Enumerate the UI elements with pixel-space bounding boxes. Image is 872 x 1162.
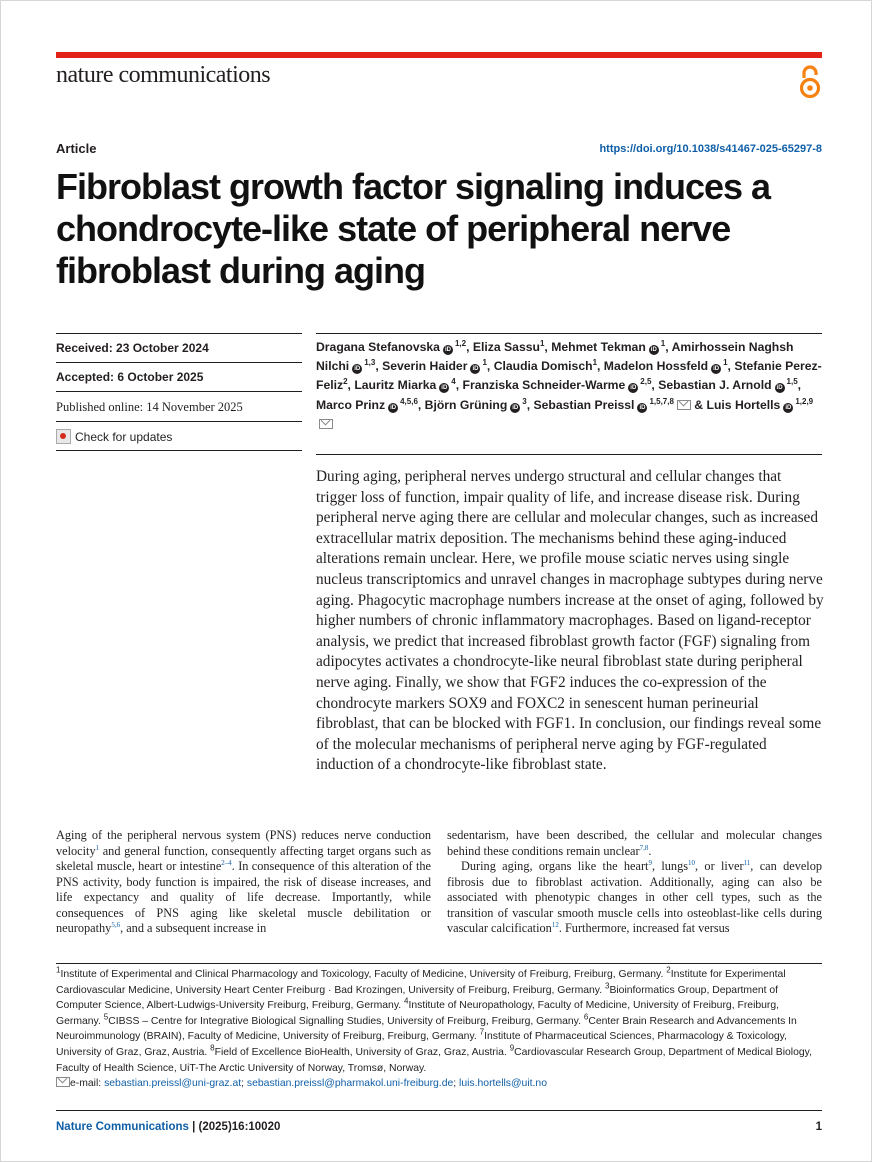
affiliation-text: Field of Excellence BioHealth, University of Graz, Graz, Austria. <box>214 1046 510 1058</box>
mail-icon <box>56 1077 70 1087</box>
affiliation-number: 8 <box>210 1043 215 1053</box>
citation-ref[interactable]: 10 <box>688 858 696 867</box>
author[interactable] <box>425 398 527 412</box>
footer-volume: | (2025)16:10020 <box>188 1121 281 1133</box>
footer-citation <box>56 1121 280 1133</box>
text-run: Aging of the peripheral nervous system (PNS) reduces nerve conduction velocity <box>56 828 431 858</box>
affiliation-number: 1 <box>56 965 61 975</box>
meta-divider <box>56 391 302 392</box>
orcid-icon[interactable]: iD <box>639 404 646 411</box>
citation-ref[interactable]: 9 <box>648 858 652 867</box>
orcid-icon[interactable]: iD <box>630 385 637 392</box>
author-name: Claudia Domisch <box>493 359 593 374</box>
orcid-icon[interactable]: iD <box>512 404 519 411</box>
orcid-icon[interactable]: iD <box>354 366 361 373</box>
text-run: During aging, organs like the heart <box>461 859 649 873</box>
text-run: sedentarism, have been described, the cellular and molecular changes behind these conditions remain unclear <box>447 828 822 858</box>
affiliations: $^1$Institute of Experimental and Clinical Pharmacology and Toxicology, Faculty of Medicine, University of Freiburg, Freiburg, Germany. $^2$Institute for Experimental Cardiovascular Medicine, University Heart Center Freiburg · Bad Krozingen, University of Freiburg, Freiburg, Germany. $^3$Bioinformatics Group, Department of Computer Science, Albert-Ludwigs-University Freiburg, Freiburg, Germany. $^4$Institute of Neuropathology, Faculty of Medicine, University of Freiburg, Freiburg, Germany. $^5$CIBSS – Centre for Integrative Biological Signalling Studies, University of Freiburg, Freiburg, Germany. $^6$Center Brain Research and Advancements In Neuroimmunology (BRAIN), Faculty of Medicine, University of Freiburg, Freiburg, Germany. $^7$Institute of Pharmaceutical Sciences, Pharmacology & Toxicology, University of Graz, Graz, Austria. $^8$Field of Excellence BioHealth, University of Graz, Graz, Austria. $^9$Cardiovascular Research Group, Department of Medical Biology, Faculty of Health Science, UiT-The Arctic University of Norway, Tromsø, Norway. e-mail: sebastian.preissl@uni-graz.at; sebastian.preissl@pharmakol.uni-freiburg.de; luis.hortells@uit.no <box>56 965 812 1090</box>
email-link[interactable]: luis.hortells@uit.no <box>459 1078 547 1090</box>
author-affiliation-ref: 4,5,6 <box>400 396 418 406</box>
author-affiliation-ref: 1,2,9 <box>795 396 814 406</box>
citation-ref[interactable]: 12 <box>551 920 559 929</box>
citation-ref[interactable]: 11 <box>743 858 751 867</box>
text-run: . Furthermore, increased fat versus <box>558 921 730 935</box>
author-name: Luis Hortells <box>706 397 781 412</box>
doi-link[interactable]: https://doi.org/10.1038/s41467-025-65297-8 <box>599 143 822 155</box>
citation-ref[interactable]: 2–4 <box>221 858 232 867</box>
affiliation-number: 2 <box>666 965 671 975</box>
author-affiliation-ref: 4 <box>451 377 456 387</box>
author-name: Björn Grüning <box>424 397 508 412</box>
author[interactable] <box>354 378 455 392</box>
email-link[interactable]: sebastian.preissl@pharmakol.uni-freiburg.de <box>246 1078 454 1090</box>
affiliation-number: 7 <box>479 1027 485 1037</box>
affiliation-text: Center Brain Research and Advancements In Neuroimmunology (BRAIN), Faculty of Medicine, University of Freiburg, Freiburg, Germany. <box>56 1015 797 1043</box>
author-affiliation-ref: 3 <box>522 396 527 406</box>
author[interactable] <box>658 378 797 392</box>
body-paragraph <box>447 828 822 858</box>
author-name: Stefanie Perez-Feliz <box>316 359 822 393</box>
author-name: Sebastian J. Arnold <box>658 378 772 393</box>
received-date: Received: 23 October 2024 <box>56 341 209 355</box>
meta-divider-top <box>56 333 302 334</box>
affiliation-number: 3 <box>604 981 610 991</box>
footer-divider <box>56 1110 822 1111</box>
author-affiliation-ref: 1 <box>723 358 728 368</box>
orcid-icon[interactable]: iD <box>472 366 479 373</box>
author-affiliation-ref: 1 <box>482 358 487 368</box>
author-name: Amirhossein Naghsh Nilchi <box>316 340 794 374</box>
text-run: . <box>648 843 652 858</box>
text-run: , can develop fibrosis due to fibroblast activation. Additionally, aging can also be associated with phenotypic changes in other cell types, such as the transition of vascular smooth muscle cells into osteoblast-like cells during vascular calcification <box>447 859 823 935</box>
affiliation-number: 9 <box>509 1043 515 1053</box>
published-date: Published online: 14 November 2025 <box>56 400 243 414</box>
author[interactable] <box>494 359 597 373</box>
author-name: Marco Prinz <box>316 397 386 412</box>
email-link[interactable]: sebastian.preissl@uni-graz.at <box>104 1078 242 1090</box>
author-affiliation-ref: 1,3 <box>364 358 376 368</box>
author-name: Mehmet Tekman <box>551 340 646 354</box>
author[interactable] <box>316 398 418 412</box>
check-updates-icon <box>56 429 71 444</box>
author-name: Franziska Schneider-Warme <box>462 378 626 393</box>
meta-divider-bottom <box>56 450 302 451</box>
author[interactable] <box>604 359 728 373</box>
affiliations-divider <box>56 963 822 964</box>
accepted-date: Accepted: 6 October 2025 <box>56 370 204 384</box>
affiliation-text: CIBSS – Centre for Integrative Biological Signalling Studies, University of Freiburg, Freiburg, Germany. <box>108 1015 584 1027</box>
author-affiliation-ref: 1 <box>592 358 598 368</box>
author-affiliation-ref: 2,5 <box>640 377 652 387</box>
mail-icon[interactable] <box>319 419 333 429</box>
author[interactable] <box>473 340 545 354</box>
body-column-left <box>56 828 431 937</box>
author[interactable] <box>551 340 665 354</box>
article-title: Fibroblast growth factor signaling induces a chondrocyte-like state of peripheral nerve fibroblast during aging <box>56 166 771 291</box>
orcid-icon[interactable]: iD <box>390 404 397 411</box>
text-run: , lungs <box>651 859 689 873</box>
author-affiliation-ref: 1,5 <box>786 377 798 387</box>
citation-ref[interactable]: 7,8 <box>639 843 649 852</box>
citation-ref[interactable]: 5,6 <box>111 920 121 929</box>
mail-icon[interactable] <box>677 400 691 410</box>
email-label: e-mail: <box>70 1078 105 1090</box>
abstract: During aging, peripheral nerves undergo structural and cellular changes that trigger loss of function, impair quality of life, and increase disease risk. During peripheral nerve aging there are cellular and molecular changes, such as increased extracellular matrix deposition. The mechanisms behind these aging-induced alterations remain unclear. Here, we profile mouse sciatic nerves using single nucleus transcriptomics and unravel changes in macrophage subtypes during nerve aging. Phagocytic macrophage numbers increase at the onset of aging, followed by higher numbers of chronic inflammatory macrophages. Based on ligand-receptor analysis, we predict that increased fibroblast growth factor (FGF) signaling from adipocytes activates a chondrocyte-like neural fibroblast state during peripheral nerve aging. Finally, we show that FGF2 induces the co-expression of the chondrocyte markers SOX9 and FOXC2 in senescent human perineurial fibroblast, that can be blocked with FGF1. In conclusion, our findings reveal some of the molecular mechanisms of peripheral nerve aging by FGF-regulated induction of a chondrocyte-like fibroblast state. <box>316 468 824 774</box>
author-name: Madelon Hossfeld <box>603 359 709 374</box>
affiliation-number: 5 <box>103 1012 109 1022</box>
orcid-icon[interactable]: iD <box>713 366 720 373</box>
article-type: Article <box>56 141 97 156</box>
affiliation-text: Institute of Experimental and Clinical Pharmacology and Toxicology, Faculty of Medicine, University of Freiburg, Freiburg, Germany. <box>60 969 667 980</box>
text-run: and general function, consequently affecting target organs such as skeletal muscle, heart or intestine <box>56 843 431 873</box>
affiliation-number: 4 <box>404 996 409 1006</box>
author-name: Severin Haider <box>382 359 468 374</box>
orcid-icon[interactable]: iD <box>776 385 783 392</box>
author[interactable] <box>463 378 652 392</box>
author-name: Sebastian Preissl <box>533 397 635 412</box>
open-access-icon <box>797 64 823 100</box>
affiliation-text: Institute of Neuropathology, Faculty of Medicine, University of Freiburg, Freiburg, Germany. <box>56 1000 780 1027</box>
journal-name[interactable]: nature communications <box>56 62 271 88</box>
orcid-icon[interactable]: iD <box>444 347 451 353</box>
text-run: . In consequence of this alteration of the PNS activity, body function is impaired, the risk of disease increases, and life expectancy and quality of life decrease. Importantly, while consequences of PNS aging like skeletal muscle debilitation or neuropathy <box>56 859 431 935</box>
footer-journal-name[interactable]: Nature Communications <box>56 1121 189 1133</box>
text-run: , and a subsequent increase in <box>120 921 267 935</box>
author-affiliation-ref: 2 <box>343 377 348 387</box>
citation-ref[interactable]: 1 <box>95 843 100 852</box>
header-accent-bar <box>56 52 822 58</box>
author-name: Lauritz Miarka <box>354 378 437 393</box>
author-name: Eliza Sassu <box>472 340 540 354</box>
author-name: Dragana Stefanovska <box>316 340 440 354</box>
meta-divider <box>56 362 302 363</box>
orcid-icon[interactable]: iD <box>441 385 448 392</box>
affiliation-number: 6 <box>583 1012 589 1022</box>
abstract-divider <box>316 454 822 455</box>
check-updates-label: Check for updates <box>75 429 173 444</box>
affiliation-text: Bioinformatics Group, Department of Computer Science, Albert-Ludwigs-University Freiburg, Freiburg, Germany. <box>56 984 779 1012</box>
author-affiliation-ref: 1 <box>660 338 666 348</box>
affiliation-text: Institute for Experimental Cardiovascular Medicine, University Heart Center Freiburg · Bad Krozingen, University of Freiburg, Freiburg, Germany. <box>56 969 786 996</box>
author-affiliation-ref: 1 <box>539 338 545 348</box>
body-column-right <box>447 828 822 937</box>
meta-divider <box>56 421 302 422</box>
body-paragraph <box>447 859 822 937</box>
author[interactable] <box>382 359 487 373</box>
authors-divider-top <box>316 333 822 334</box>
check-for-updates-button[interactable] <box>56 429 172 444</box>
affiliation-text: Cardiovascular Research Group, Department of Medical Biology, Faculty of Health Science, UiT-The Arctic University of Norway, Tromsø, Norway. <box>56 1046 812 1074</box>
author-affiliation-ref: 1,5,7,8 <box>649 396 674 406</box>
text-run: , or liver <box>695 859 744 873</box>
page-number: 1 <box>815 1121 822 1133</box>
affiliation-text: Institute of Pharmaceutical Sciences, Pharmacology & Toxicology, University of Graz, Graz, Austria. <box>56 1031 787 1058</box>
orcid-icon[interactable]: iD <box>785 404 792 411</box>
author[interactable] <box>534 398 691 412</box>
author-list: Dragana Stefanovska iD$^{1,2}$, Eliza Sassu$^1$, Mehmet Tekman $iD^1$, Amirhossein Naghsh Nilchi iD$^{1,3}$, Severin Haider $iD^1$, Claudia Domisch$^1$, Madelon Hossfeld $iD^1$, Stefanie Perez-Feliz$^2$, Lauritz Miarka $iD^4$, Franziska Schneider-Warme iD$^{2,5}$, Sebastian J. Arnold iD$^{1,5}$, Marco Prinz iD$^{4,5,6}$, Björn Grüning $iD^3$, Sebastian Preissl iD$^{1,5,7,8}$ & Luis Hortells iD$^{1,2,9}$ <box>316 338 826 434</box>
author-affiliation-ref: 1,2 <box>454 338 467 348</box>
author[interactable] <box>316 340 466 354</box>
orcid-icon[interactable]: iD <box>650 347 657 353</box>
